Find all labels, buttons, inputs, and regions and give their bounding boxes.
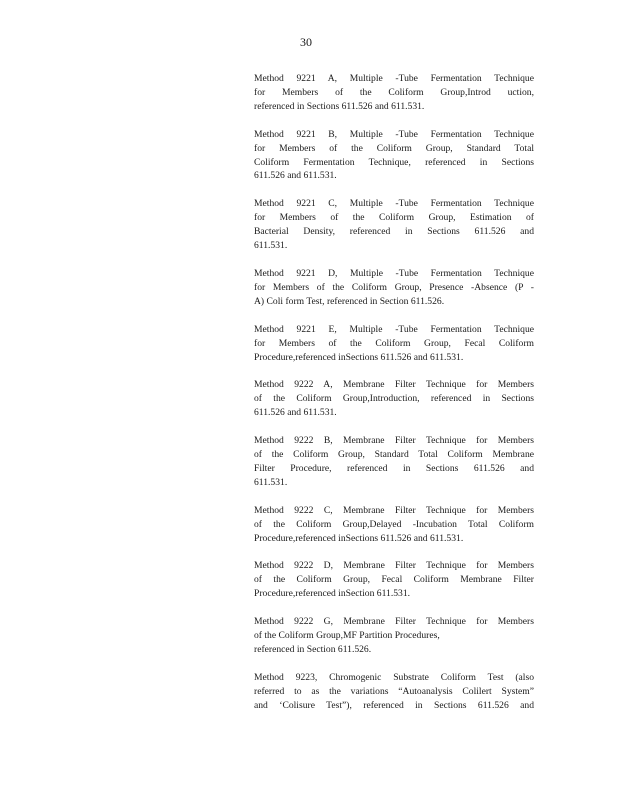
entry-line: Procedure,referenced inSections 611.526 and 611.531. [254,532,464,544]
entry-line: Method 9222 D, Membrane Filter Technique for Members [254,560,534,572]
method-entry [254,671,534,713]
page-number: 30 [300,35,312,49]
entry-line: Method 9221 C, Multiple -Tube Fermentation Technique [254,198,534,210]
entry-line: Method 9222 A, Membrane Filter Technique for Members [254,379,534,391]
method-entry [254,72,534,114]
entry-line: 611.526 and 611.531. [254,170,337,182]
entry-line: Method 9222 B, Membrane Filter Technique for Members [254,435,534,447]
entry-line: Filter Procedure, referenced in Sections 611.526 and [254,462,534,474]
method-list [254,72,534,727]
entry-line: 611.531. [254,476,288,488]
entry-line: for Members of the Coliform Group,Introd uction, [254,86,534,98]
entry-line: Coliform Fermentation Technique, referenced in Sections [254,156,534,168]
entry-line: Bacterial Density, referenced in Sections 611.526 and [254,226,534,238]
entry-line: Method 9221 D, Multiple -Tube Fermentation Technique [254,267,534,279]
entry-line: for Members of the Coliform Group, Presence -Absence (P - [254,281,534,293]
entry-line: 611.531. [254,240,288,252]
entry-line: Procedure,referenced inSections 611.526 and 611.531. [254,351,464,363]
entry-line: for Members of the Coliform Group, Standard Total [254,142,534,154]
entry-line: referenced in Section 611.526. [254,644,372,655]
method-entry [254,559,534,601]
method-entry [254,434,534,490]
entry-line: Method 9221 E, Multiple -Tube Fermentation Technique [254,323,534,335]
method-entry [254,323,534,365]
entry-line: of the Coliform Group,Delayed -Incubation Total Coliform [254,518,534,530]
entry-line: and ‘Colisure Test”), referenced in Sections 611.526 and [254,699,534,711]
method-entry [254,615,534,657]
method-entry [254,197,534,253]
method-entry [254,378,534,420]
entry-line: Procedure,referenced inSection 611.531. [254,588,411,600]
entry-line: for Members of the Coliform Group, Fecal Coliform [254,337,534,349]
entry-line: referred to as the variations “Autoanalysis Colilert System” [254,685,534,697]
entry-line: Method 9222 G, Membrane Filter Technique for Members [254,616,534,628]
method-entry [254,504,534,546]
entry-line: A) Coli form Test, referenced in Section 611.526. [254,295,445,307]
entry-line: Method 9222 C, Membrane Filter Technique for Members [254,504,534,516]
entry-line: 611.526 and 611.531. [254,407,337,419]
entry-line: for Members of the Coliform Group, Estimation of [254,212,534,224]
method-entry [254,128,534,184]
method-entry [254,267,534,309]
entry-line: referenced in Sections 611.526 and 611.531. [254,100,425,112]
entry-line: Method 9221 B, Multiple -Tube Fermentation Technique [254,128,534,140]
entry-line: of the Coliform Group,MF Partition Procedures, [254,630,440,642]
entry-line: of the Coliform Group, Fecal Coliform Membrane Filter [254,574,534,586]
entry-line: of the Coliform Group,Introduction, referenced in Sections [254,393,534,405]
entry-line: Method 9223, Chromogenic Substrate Coliform Test (also [254,671,534,683]
entry-line: Method 9221 A, Multiple -Tube Fermentation Technique [254,73,534,84]
entry-line: of the Coliform Group, Standard Total Coliform Membrane [254,449,534,461]
